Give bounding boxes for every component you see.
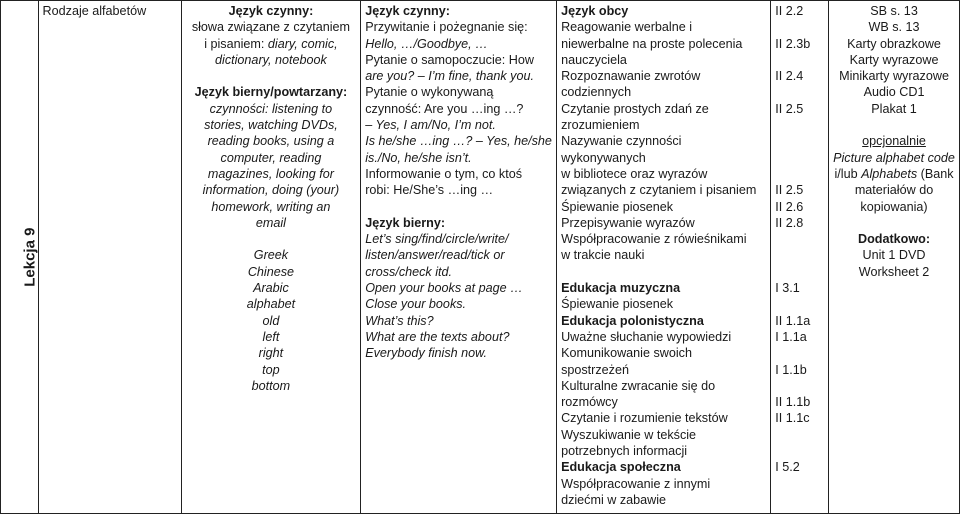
spacer — [775, 247, 824, 263]
polish-line: Komunikowanie swoich — [561, 346, 692, 361]
curriculum-code: I 5.2 — [775, 460, 800, 475]
vocab-passive-line: magazines, looking for — [207, 166, 334, 181]
extra-item: Worksheet 2 — [858, 264, 930, 279]
skill-line: niewerbalne na proste polecenia — [561, 36, 743, 51]
vocab-word: Arabic — [253, 281, 289, 296]
skill-line: w trakcie nauki — [561, 248, 645, 263]
skills-cell — [557, 1, 771, 514]
social-line: Współpracowanie z innymi — [561, 476, 711, 491]
topic-cell — [38, 1, 181, 514]
material-item: WB s. 13 — [868, 20, 920, 35]
optional-prefix: i/lub — [834, 166, 862, 181]
phrase-line: – Yes, I am/No, I’m not. — [365, 118, 496, 133]
topic-text: Rodzaje alfabetów — [42, 4, 147, 18]
material-item: Audio CD1 — [863, 85, 925, 100]
curriculum-code: II 2.2 — [775, 4, 804, 18]
polish-heading: Edukacja polonistyczna — [561, 313, 704, 328]
spacer — [775, 166, 824, 182]
curriculum-code: II 2.8 — [775, 215, 804, 230]
skill-line: codziennych — [561, 85, 632, 100]
phrase-line: Is he/she …ing …? – Yes, he/she — [365, 134, 552, 149]
polish-line: spostrzeżeń — [561, 362, 629, 377]
vocab-active-heading: Język czynny: — [228, 4, 314, 18]
skill-line: wykonywanych — [561, 150, 646, 165]
spacer — [775, 84, 824, 100]
phrase-line: Informowanie o tym, co ktoś — [365, 166, 523, 181]
vocab-word: bottom — [251, 378, 291, 393]
curriculum-code: II 2.5 — [775, 183, 804, 198]
vocab-word: Greek — [253, 248, 289, 263]
vocab-passive-line — [186, 101, 357, 117]
vocab-active-italic: diary, comic, — [267, 36, 338, 51]
curriculum-code: II 1.1b — [775, 395, 811, 410]
vocab-word: alphabet — [246, 297, 296, 312]
spacer — [186, 68, 357, 84]
phrase-passive-line: What are the texts about? — [365, 329, 510, 344]
phrase-passive-line: cross/check itd. — [365, 264, 453, 279]
spacer — [775, 52, 824, 68]
skills-heading: Język obcy — [561, 4, 629, 18]
skill-line: Przepisywanie wyrazów — [561, 215, 695, 230]
phrase-passive-line: What’s this? — [365, 313, 434, 328]
phrase-line: czynność: Are you …ing …? — [365, 101, 524, 116]
material-item: Minikarty wyrazowe — [839, 69, 949, 84]
lesson-label: Lekcja 9 — [21, 227, 39, 287]
skill-line: Rozpoznawanie zwrotów — [561, 69, 701, 84]
vocab-passive-text: czynności: listening to — [209, 101, 333, 116]
skill-line: w bibliotece oraz wyrazów — [561, 166, 708, 181]
phrase-line: is./No, he/she isn’t. — [365, 150, 472, 165]
skill-line: Reagowanie werbalne i — [561, 20, 692, 35]
spacer — [775, 117, 824, 133]
optional-material: materiałów do — [854, 183, 934, 198]
curriculum-code: I 1.1b — [775, 362, 807, 377]
curriculum-code: II 1.1c — [775, 411, 810, 426]
curriculum-code: II 2.3b — [775, 36, 811, 51]
spacer — [775, 150, 824, 166]
spacer — [833, 117, 955, 133]
vocab-active-prefix: i pisaniem: — [204, 36, 268, 51]
codes-cell — [771, 1, 829, 514]
phrase-line: robi: He/She’s …ing … — [365, 183, 494, 198]
music-heading: Edukacja muzyczna — [561, 281, 681, 296]
phrase-line: Przywitanie i pożegnanie się: — [365, 20, 528, 35]
vocab-passive-heading: Język bierny/powtarzany: — [194, 85, 348, 100]
optional-material: kopiowania) — [860, 199, 928, 214]
vocab-word: left — [262, 329, 280, 344]
vocabulary-cell — [181, 1, 361, 514]
skill-line: Współpracowanie z rówieśnikami — [561, 232, 747, 247]
spacer — [775, 133, 824, 149]
spacer — [186, 231, 357, 247]
optional-tail: (Bank — [917, 166, 954, 181]
skill-line: związanych z czytaniem i pisaniem — [561, 183, 757, 198]
phrase-passive-line: Everybody finish now. — [365, 346, 488, 361]
spacer — [775, 345, 824, 361]
curriculum-code: II 2.4 — [775, 69, 804, 84]
material-item: SB s. 13 — [870, 4, 918, 18]
phrase-passive-line: Close your books. — [365, 297, 467, 312]
curriculum-code: II 2.5 — [775, 101, 804, 116]
extra-heading: Dodatkowo: — [857, 232, 931, 247]
phrase-passive-line: Open your books at page … — [365, 281, 523, 296]
vocab-active-italic: dictionary, notebook — [215, 52, 327, 67]
polish-line: Uważne słuchanie wypowiedzi — [561, 329, 732, 344]
material-item: Plakat 1 — [871, 101, 917, 116]
polish-line: Czytanie i rozumienie tekstów — [561, 411, 728, 426]
skill-line: Czytanie prostych zdań ze — [561, 101, 709, 116]
skill-line: Nazywanie czynności — [561, 134, 682, 149]
polish-line: Wyszukiwanie w tekście — [561, 427, 697, 442]
phrases-active-heading: Język czynny: — [365, 4, 450, 18]
phrases-passive-heading: Język bierny: — [365, 215, 446, 230]
spacer — [775, 19, 824, 35]
vocab-word: right — [258, 346, 284, 361]
skill-line: nauczyciela — [561, 52, 627, 67]
skill-line: Śpiewanie piosenek — [561, 199, 674, 214]
material-item: Karty wyrazowe — [849, 52, 939, 67]
optional-material: Picture alphabet code — [833, 150, 955, 165]
spacer — [775, 231, 824, 247]
vocab-passive-line: homework, writing an — [211, 199, 331, 214]
curriculum-code: II 1.1a — [775, 313, 811, 328]
vocab-word: old — [262, 313, 280, 328]
extra-item: Unit 1 DVD — [862, 248, 926, 263]
phrase-line: Hello, …/Goodbye, … — [365, 36, 488, 51]
curriculum-code: I 3.1 — [775, 281, 800, 296]
materials-cell — [829, 1, 960, 514]
spacer — [775, 264, 824, 280]
spacer — [365, 199, 552, 215]
spacer — [775, 443, 824, 459]
table-row — [1, 1, 960, 514]
optional-italic: Alphabets — [861, 166, 918, 181]
vocab-passive-line: email — [255, 215, 286, 230]
phrase-line: Pytanie o wykonywaną — [365, 85, 494, 100]
spacer — [833, 215, 955, 231]
vocab-active-line — [186, 36, 357, 52]
spacer — [775, 378, 824, 394]
optional-label: opcjonalnie — [862, 134, 926, 149]
spacer — [775, 427, 824, 443]
spacer — [561, 264, 766, 280]
vocab-passive-line: stories, watching DVDs, — [204, 118, 338, 133]
phrase-line: Pytanie o samopoczucie: How — [365, 52, 534, 67]
curriculum-code: I 1.1a — [775, 329, 807, 344]
social-heading: Edukacja społeczna — [561, 460, 681, 475]
curriculum-code: II 2.6 — [775, 199, 804, 214]
polish-line: rozmówcy — [561, 395, 618, 410]
lesson-cell — [1, 1, 39, 514]
phrase-line: are you? – I’m fine, thank you. — [365, 69, 534, 84]
polish-line: potrzebnych informacji — [561, 444, 688, 459]
vocab-passive-line: information, doing (your) — [202, 183, 340, 198]
optional-material — [833, 166, 955, 182]
vocab-word: Chinese — [247, 264, 295, 279]
vocab-active-line: słowa związane z czytaniem — [191, 20, 351, 35]
phrase-passive-line: Let’s sing/find/circle/write/ — [365, 232, 509, 247]
social-line: dziećmi w zabawie — [561, 492, 667, 507]
spacer — [775, 296, 824, 312]
skill-line: zrozumieniem — [561, 118, 640, 133]
phrases-cell — [361, 1, 557, 514]
music-line: Śpiewanie piosenek — [561, 297, 674, 312]
vocab-passive-line: reading books, using a — [207, 134, 335, 149]
vocab-word: top — [262, 362, 280, 377]
phrase-passive-line: listen/answer/read/tick or — [365, 248, 505, 263]
vocab-passive-line: computer, reading — [220, 150, 322, 165]
polish-line: Kulturalne zwracanie się do — [561, 378, 716, 393]
material-item: Karty obrazkowe — [847, 36, 941, 51]
